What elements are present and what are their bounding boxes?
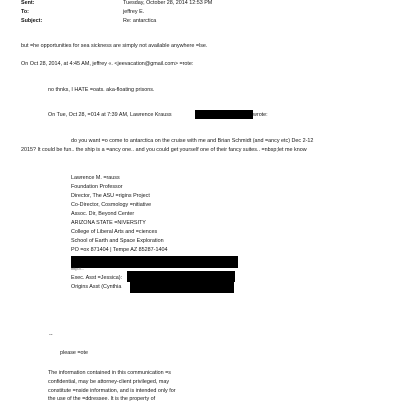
reply-line: but =he opportunities for sea sickness are simply not available anywhere =lse. xyxy=(21,43,208,49)
sig-line: Director, The ASU =rigins Project xyxy=(71,193,150,199)
sig-line: PO =ox 871404 | Tempe AZ 85287-1404 xyxy=(71,247,168,253)
disclaimer-line: confidential, may be attorney-client privileged, may xyxy=(48,379,170,385)
origins-asst-line: Origins Asst (Cynthia xyxy=(71,284,122,290)
quote1-header: On Oct 28, 2014, at 4:45 AM, jeffrey «. <jeevacation@gmail.com> =rote: xyxy=(21,61,194,67)
sig-line: School of Earth and Space Exploration xyxy=(71,238,164,244)
quote2-line-2: 2015? It could be fun.. the ship is a =ancy one.. and you could get yourself one of their fancy suites.. =nbsp;let me know xyxy=(21,147,307,153)
redaction-bar xyxy=(71,256,238,268)
quote1-text: no thnks, I HATE =oats. aka-floating prisons. xyxy=(48,87,155,93)
please-note: please =ote xyxy=(60,350,89,356)
sent-label: Sent: xyxy=(21,0,35,6)
sig-line: Co-Director, Cosmology =nitiative xyxy=(71,202,152,208)
sig-line: Assoc. Dir, Beyond Center xyxy=(71,211,135,217)
to-value: jeffrey E. xyxy=(123,9,145,15)
sig-line: Lawrence M. =rauss xyxy=(71,175,120,181)
redaction-bar xyxy=(130,282,234,293)
to-label: To: xyxy=(21,9,29,15)
disclaimer-line: the use of the =ddressee. It is the property of xyxy=(48,396,156,402)
sig-line: ARIZONA STATE =NIVERSITY xyxy=(71,220,146,226)
sent-value: Tuesday, October 28, 2014 12:53 PM xyxy=(123,0,213,6)
subject-label: Subject: xyxy=(21,18,43,24)
redaction-bar xyxy=(195,110,253,119)
sig-line: College of Liberal Arts and =ciences xyxy=(71,229,158,235)
separator-dashes: -- xyxy=(49,332,53,338)
sig-line: Foundation Professor xyxy=(71,184,123,190)
quote2-header: On Tue, Oct 28, =014 at 7:39 AM, Lawrence Krauss xyxy=(48,112,172,118)
exec-asst-line: Exec. Asst =Jessica): xyxy=(71,275,123,281)
disclaimer-line: The information contained in this communication =s xyxy=(48,370,172,376)
partial-link: http://... xyxy=(71,266,85,271)
disclaimer-line: constitute =nside information, and is intended only for xyxy=(48,388,176,394)
quote2-line-1: do you want =o come to antarctica on the cruise with me and Brian Schmidt (and =ancy etc) Dec 2-12 xyxy=(71,138,314,144)
redaction-bar xyxy=(127,271,235,282)
quote2-header-end: wrote: xyxy=(253,112,268,118)
subject-value: Re: antarctica xyxy=(123,18,157,24)
